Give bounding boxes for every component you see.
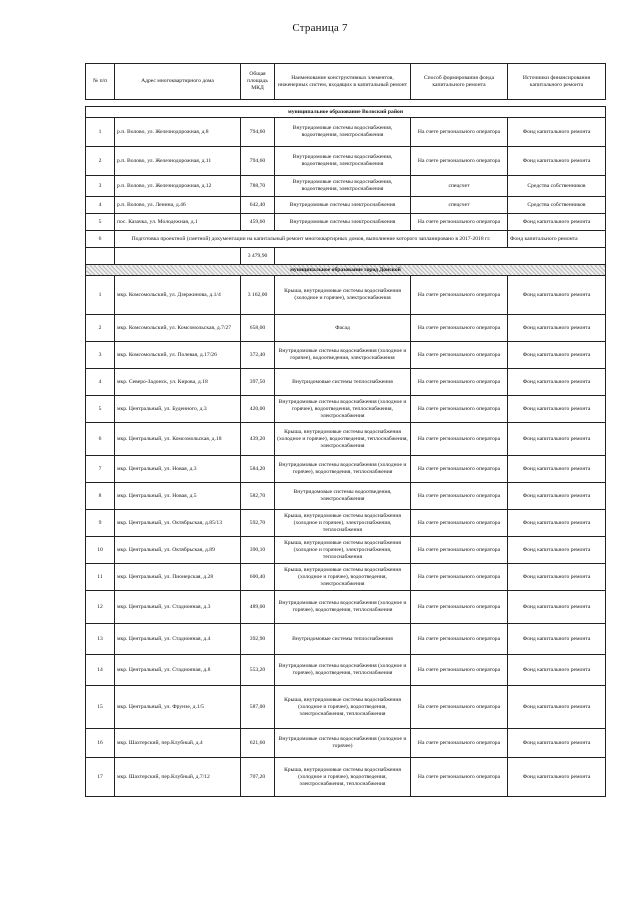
row-num: 14 (86, 655, 115, 686)
row-address: р.п. Волово, ул. Ленина, д.46 (115, 197, 241, 214)
row-source: Фонд капитального ремонта (508, 396, 606, 423)
row-area: 707,20 (241, 758, 275, 797)
row-method: На счете регионального оператора (411, 729, 508, 758)
table-row (86, 456, 606, 483)
row-address: мкр. Центральный, ул. Буденного, д.3 (115, 396, 241, 423)
row-area: 788,70 (241, 176, 275, 197)
row-source: Фонд капитального ремонта (508, 423, 606, 456)
table-row (86, 423, 606, 456)
row-area: 392,90 (241, 624, 275, 655)
row-num: 11 (86, 564, 115, 591)
row-works: Крыша, внутридомовые системы водоснабжения (холодное и горячее), электроснабжения, теплоснабжения (275, 537, 411, 564)
row-works: Внутридомовые системы водоснабжения (холодное и горячее), водоотведения, теплоснабжения (275, 655, 411, 686)
row-num: 15 (86, 686, 115, 729)
header-area: Общая площадь МКД (241, 64, 275, 100)
row-area: 397,50 (241, 369, 275, 396)
row-num: 3 (86, 176, 115, 197)
row-works: Крыша, внутридомовые системы водоснабжения (холодное и горячее), водоотведения, теплоснабжения, электроснабжения (275, 423, 411, 456)
row-source: Фонд капитального ремонта (508, 315, 606, 342)
row-area: 3 162,00 (241, 276, 275, 315)
row-works: Внутридомовые системы теплоснабжения (275, 624, 411, 655)
row-source: Фонд капитального ремонта (508, 147, 606, 176)
total-empty (275, 248, 606, 265)
row-works: Крыша, внутридомовые системы водоснабжения (холодное и горячее), электроснабжения, теплоснабжения (275, 510, 411, 537)
row-area: 489,00 (241, 591, 275, 624)
table-row (86, 624, 606, 655)
row-num: 5 (86, 396, 115, 423)
row-address: мкр. Центральный, ул. Октябрьская, д.85/13 (115, 510, 241, 537)
row-address: мкр. Северо-Задонск, ул. Кирова, д.18 (115, 369, 241, 396)
row-num: 17 (86, 758, 115, 797)
table-row (86, 564, 606, 591)
row-source: Фонд капитального ремонта (508, 483, 606, 510)
table-row (86, 197, 606, 214)
row-source: Фонд капитального ремонта (508, 591, 606, 624)
row-works: Внутридомовые системы электроснабжения (275, 214, 411, 231)
row-source: Фонд капитального ремонта (508, 231, 606, 248)
header-num: № п/п (86, 64, 115, 100)
row-area: 459,60 (241, 214, 275, 231)
row-source: Фонд капитального ремонта (508, 729, 606, 758)
row-source: Средства собственников (508, 197, 606, 214)
row-area: 420,00 (241, 396, 275, 423)
row-area: 390,10 (241, 537, 275, 564)
table-row (86, 483, 606, 510)
row-method: На счете регионального оператора (411, 396, 508, 423)
row-method: На счете регионального оператора (411, 758, 508, 797)
row-source: Фонд капитального ремонта (508, 456, 606, 483)
table-row (86, 510, 606, 537)
row-source: Фонд капитального ремонта (508, 537, 606, 564)
row-works: Внутридомовые системы электроснабжения (275, 197, 411, 214)
row-works: Внутридомовые системы водоснабжения (холодное и горячее), водоотведения, теплоснабжения, электроснабжения (275, 396, 411, 423)
row-num: 5 (86, 214, 115, 231)
section-title: муниципальное образование город Донской (86, 265, 606, 276)
row-source: Фонд капитального ремонта (508, 624, 606, 655)
row-works: Фасад (275, 315, 411, 342)
row-num: 12 (86, 591, 115, 624)
row-area: 553,20 (241, 655, 275, 686)
row-works: Внутридомовые системы водоснабжения, водоотведения, электроснабжения (275, 176, 411, 197)
row-method: На счете регионального оператора (411, 483, 508, 510)
row-works: Внутридомовые системы водоснабжения, водоотведения, электроснабжения (275, 147, 411, 176)
row-source: Фонд капитального ремонта (508, 214, 606, 231)
row-address: мкр. Центральный, ул. Стадионная, д.3 (115, 591, 241, 624)
row-works: Крыша, внутридомовые системы водоснабжения (холодное и горячее), водоотведения, электроснабжения (275, 564, 411, 591)
row-source: Фонд капитального ремонта (508, 342, 606, 369)
row-num: 13 (86, 624, 115, 655)
row-address: мкр. Центральный, ул. Стадионная, д.4 (115, 624, 241, 655)
row-area: 439,20 (241, 423, 275, 456)
row-method: На счете регионального оператора (411, 423, 508, 456)
row-source: Фонд капитального ремонта (508, 369, 606, 396)
row-works: Крыша, внутридомовые системы водоснабжения (холодное и горячее), электроснабжения (275, 276, 411, 315)
row-num: 10 (86, 537, 115, 564)
row-address: мкр. Центральный, ул. Стадионная, д.8 (115, 655, 241, 686)
total-empty (86, 248, 115, 265)
row-address: р.п. Волово, ул. Железнодорожная, д.11 (115, 147, 241, 176)
row-address: мкр. Комсомольский, ул. Полевая, д.17/26 (115, 342, 241, 369)
spacer-row (86, 100, 606, 107)
table-row (86, 147, 606, 176)
row-address: мкр. Центральный, ул. Октябрьская, д.89 (115, 537, 241, 564)
table-row-special (86, 231, 606, 248)
header-source: Источники финансирования капитального ремонта (508, 64, 606, 100)
row-source: Фонд капитального ремонта (508, 686, 606, 729)
row-address: мкр. Шахтерский, пер.Клубный, д.7/12 (115, 758, 241, 797)
table-row (86, 396, 606, 423)
row-source: Фонд капитального ремонта (508, 564, 606, 591)
row-works: Внутридомовые системы водоснабжения (холодное и горячее), водоотведения, теплоснабжения (275, 456, 411, 483)
row-address: мкр. Центральный, ул. Фрунзе, д.1/5 (115, 686, 241, 729)
row-address: мкр. Центральный, ул. Пионерская, д.28 (115, 564, 241, 591)
spacer-cell (86, 100, 606, 107)
row-num: 7 (86, 456, 115, 483)
row-source: Фонд капитального ремонта (508, 758, 606, 797)
row-num: 6 (86, 423, 115, 456)
row-area: 587,00 (241, 686, 275, 729)
row-num: 16 (86, 729, 115, 758)
row-address: мкр. Комсомольский, ул. Комсомольская, д.7/27 (115, 315, 241, 342)
page-title: Страница 7 (292, 22, 348, 34)
row-method: На счете регионального оператора (411, 147, 508, 176)
row-area: 372,40 (241, 342, 275, 369)
table-row (86, 758, 606, 797)
row-method: спецсчет (411, 197, 508, 214)
table-row (86, 118, 606, 147)
row-address: р.п. Волово, ул. Железнодорожная, д.8 (115, 118, 241, 147)
total-row (86, 248, 606, 265)
row-method: На счете регионального оператора (411, 537, 508, 564)
row-area: 642,40 (241, 197, 275, 214)
row-method: На счете регионального оператора (411, 456, 508, 483)
row-method: На счете регионального оператора (411, 118, 508, 147)
row-works: Внутридомовые системы водоснабжения, водоотведения, электроснабжения (275, 118, 411, 147)
row-address: мкр. Шахтерский, пер.Клубный, д.4 (115, 729, 241, 758)
header-method: Способ формирования фонда капитального ремонта (411, 64, 508, 100)
row-method: На счете регионального оператора (411, 315, 508, 342)
row-works: Крыша, внутридомовые системы водоснабжения (холодное и горячее), водоотведения, электроснабжения, теплоснабжения (275, 758, 411, 797)
row-method: На счете регионального оператора (411, 369, 508, 396)
row-address: мкр. Комсомольский, ул. Дзержинова, д.1/4 (115, 276, 241, 315)
total-empty (115, 248, 241, 265)
row-method: На счете регионального оператора (411, 686, 508, 729)
row-method: На счете регионального оператора (411, 276, 508, 315)
row-source: Средства собственников (508, 176, 606, 197)
row-method: На счете регионального оператора (411, 624, 508, 655)
row-num: 2 (86, 315, 115, 342)
row-method: На счете регионального оператора (411, 214, 508, 231)
row-works: Внутридомовые системы водоснабжения (холодное и горячее) (275, 729, 411, 758)
table-row (86, 591, 606, 624)
table-row (86, 315, 606, 342)
row-address: мкр. Центральный, ул. Комсомольская, д.18 (115, 423, 241, 456)
row-method: На счете регионального оператора (411, 564, 508, 591)
row-method: На счете регионального оператора (411, 342, 508, 369)
row-area: 658,00 (241, 315, 275, 342)
row-area: 592,70 (241, 510, 275, 537)
row-method: спецсчет (411, 176, 508, 197)
row-works: Внутридомовые системы теплоснабжения (275, 369, 411, 396)
row-works: Внутридомовые системы водоснабжения (холодное и горячее), водоотведения, электроснабжения (275, 342, 411, 369)
row-works: Внутридомовые системы водоотведения, электроснабжения (275, 483, 411, 510)
table-row (86, 729, 606, 758)
row-num: 1 (86, 118, 115, 147)
table-row (86, 276, 606, 315)
row-area: 794,60 (241, 118, 275, 147)
row-area: 584,20 (241, 456, 275, 483)
row-address: пос. Казачка, ул. Молодежная, д.1 (115, 214, 241, 231)
row-num: 1 (86, 276, 115, 315)
table-row (86, 537, 606, 564)
total-area: 3 479,90 (241, 248, 275, 265)
row-num: 3 (86, 342, 115, 369)
table-row (86, 342, 606, 369)
row-works: Внутридомовые системы водоснабжения (холодное и горячее), водоотведения, теплоснабжения (275, 591, 411, 624)
row-source: Фонд капитального ремонта (508, 276, 606, 315)
section-row (86, 265, 606, 276)
row-area: 582,70 (241, 483, 275, 510)
section-row (86, 107, 606, 118)
table-header-row (86, 64, 606, 100)
capital-repair-table (85, 63, 606, 797)
row-method: На счете регионального оператора (411, 591, 508, 624)
row-area: 600,40 (241, 564, 275, 591)
row-num: 4 (86, 197, 115, 214)
table-row (86, 176, 606, 197)
header-address: Адрес многоквартирного дома (115, 64, 241, 100)
row-num: 4 (86, 369, 115, 396)
row-num: 6 (86, 231, 115, 248)
table-row (86, 686, 606, 729)
row-method: На счете регионального оператора (411, 655, 508, 686)
row-num: 2 (86, 147, 115, 176)
row-method: На счете регионального оператора (411, 510, 508, 537)
table-row (86, 214, 606, 231)
section-title: муниципальное образование Волоский район (86, 107, 606, 118)
row-special-text: Подготовка проектной (сметной) документации на капитальный ремонт многоквартирных домов, выполнение которого запланировано в 2017-2018 гг. (115, 231, 508, 248)
row-address: мкр. Центральный, ул. Новая, д.5 (115, 483, 241, 510)
row-num: 9 (86, 510, 115, 537)
row-source: Фонд капитального ремонта (508, 510, 606, 537)
row-area: 794,60 (241, 147, 275, 176)
row-num: 8 (86, 483, 115, 510)
row-address: р.п. Волово, ул. Железнодорожная, д.12 (115, 176, 241, 197)
table-row (86, 369, 606, 396)
row-works: Крыша, внутридомовые системы водоснабжения (холодное и горячее), водоотведения, электроснабжения, теплоснабжения (275, 686, 411, 729)
row-source: Фонд капитального ремонта (508, 118, 606, 147)
row-area: 621,60 (241, 729, 275, 758)
header-works: Наименование конструктивных элементов, инженерных систем, входящих в капитальный ремонт (275, 64, 411, 100)
table-row (86, 655, 606, 686)
row-source: Фонд капитального ремонта (508, 655, 606, 686)
row-address: мкр. Центральный, ул. Новая, д.3 (115, 456, 241, 483)
